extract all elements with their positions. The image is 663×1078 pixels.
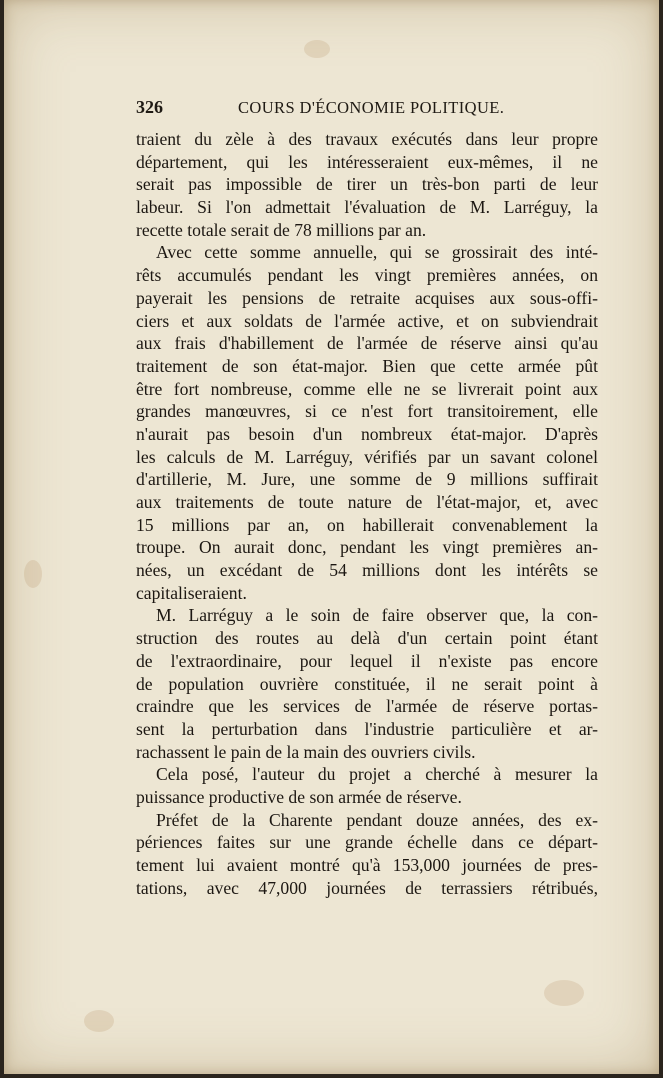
- text-line: tement lui avaient montré qu'à 153,000 journées de pres-: [136, 855, 598, 875]
- text-line: rachassent le pain de la main des ouvriers civils.: [136, 741, 476, 762]
- text-line: capitaliseraient.: [136, 582, 247, 603]
- text-line: ciers et aux soldats de l'armée active, et on subviendrait: [136, 310, 598, 331]
- text-line: payerait les pensions de retraite acquises aux sous-offi-: [136, 287, 598, 308]
- text-line: grandes manœuvres, si ce n'est fort transitoirement, elle: [136, 401, 598, 422]
- text-line: labeur. Si l'on admettait l'évaluation de M. Larréguy, la: [136, 197, 598, 218]
- text-line: être fort nombreuse, comme elle ne se livrerait point aux: [136, 378, 598, 399]
- text-line: struction des routes au delà d'un certain point étant: [136, 628, 598, 649]
- text-line: traient du zèle à des travaux exécutés dans leur propre: [136, 129, 598, 149]
- text-line: aux traitements de toute nature de l'état-major, et, avec: [136, 492, 598, 512]
- foxing-stain: [24, 560, 42, 588]
- text-line: n'aurait pas besoin d'un nombreux état-major. D'après: [136, 423, 598, 444]
- text-line: puissance productive de son armée de réserve.: [136, 786, 462, 807]
- text-line: serait pas impossible de tirer un très-bon parti de leur: [136, 174, 598, 195]
- body-text: [136, 128, 598, 899]
- text-line: tations, avec 47,000 journées de terrassiers rétribués,: [136, 877, 598, 898]
- running-header: [136, 97, 598, 121]
- text-line: M. Larréguy a le soin de faire observer que, la con-: [156, 605, 598, 626]
- paragraph: [136, 241, 598, 604]
- page-number: 326: [136, 97, 163, 117]
- paragraph: [136, 604, 598, 763]
- text-line: périences faites sur une grande échelle dans ce départ-: [136, 832, 598, 853]
- paragraph: [136, 809, 598, 900]
- text-line: craindre que les services de l'armée de réserve portas-: [136, 696, 598, 717]
- foxing-stain: [304, 40, 330, 58]
- paragraph: [136, 128, 598, 241]
- text-line: rêts accumulés pendant les vingt premières années, on: [136, 265, 598, 286]
- text-line: Avec cette somme annuelle, qui se grossirait des inté-: [156, 242, 598, 263]
- text-line: nées, un excédant de 54 millions dont les intérêts se: [136, 560, 598, 581]
- text-line: recette totale serait de 78 millions par an.: [136, 219, 427, 240]
- text-line: Préfet de la Charente pendant douze années, des ex-: [156, 809, 598, 830]
- text-line: d'artillerie, M. Jure, une somme de 9 millions suffirait: [136, 469, 598, 490]
- foxing-stain: [84, 1010, 114, 1032]
- paragraph: [136, 763, 598, 808]
- text-line: de population ouvrière constituée, il ne serait point à: [136, 673, 598, 694]
- text-line: de l'extraordinaire, pour lequel il n'existe pas encore: [136, 650, 598, 671]
- book-page: [4, 0, 659, 1074]
- text-line: sent la perturbation dans l'industrie particulière et ar-: [136, 718, 598, 739]
- text-line: Cela posé, l'auteur du projet a cherché à mesurer la: [156, 764, 598, 785]
- foxing-stain: [544, 980, 584, 1006]
- text-line: département, qui les intéresseraient eux-mêmes, il ne: [136, 151, 598, 172]
- text-line: 15 millions par an, on habillerait convenablement la: [136, 514, 598, 535]
- running-title: COURS D'ÉCONOMIE POLITIQUE.: [238, 98, 505, 117]
- text-line: troupe. On aurait donc, pendant les vingt premières an-: [136, 537, 598, 558]
- text-line: traitement de son état-major. Bien que cette armée pût: [136, 355, 598, 376]
- text-line: aux frais d'habillement de l'armée de réserve ainsi qu'au: [136, 333, 598, 354]
- text-line: les calculs de M. Larréguy, vérifiés par un savant colonel: [136, 446, 598, 467]
